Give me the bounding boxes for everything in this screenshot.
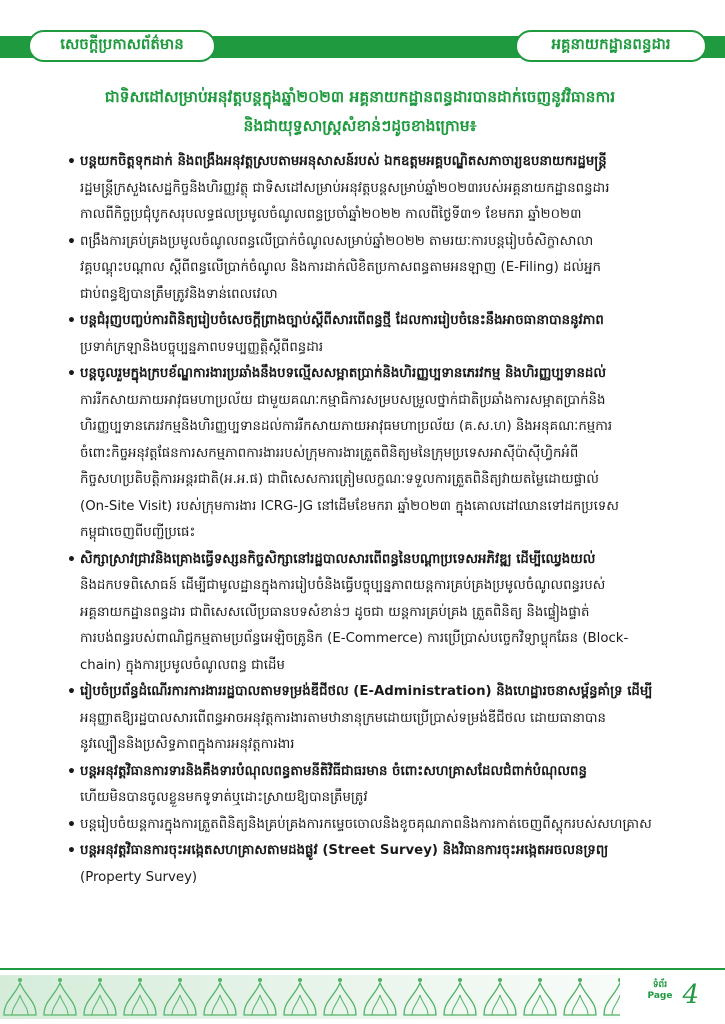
list-item-line: បន្តជំរុញបញ្ចប់ការពិនិត្យរៀបចំសេចក្តីព្រាងច្បាប់ស្តីពីសារពើពន្ធថ្មី ដែលការរៀបចំនេះនឹងអាចធានាបាននូវភាព <box>80 313 604 328</box>
footer-ornament <box>0 975 620 1019</box>
list-item-line: chain) ក្នុងការប្រមូលចំណូលពន្ធ ជាដើម <box>80 657 285 673</box>
page-label <box>643 980 677 1002</box>
list-item-line: រដ្ឋមន្ត្រីក្រសួងសេដ្ឋកិច្ចនិងហិរញ្ញវត្ថុ ជាទិសដៅសម្រាប់អនុវត្តបន្តសម្រាប់ឆ្នាំ២០២៣របស់អគ្គនាយកដ្ឋានពន្ធដារ <box>80 180 610 196</box>
list-item-line: សិក្សាស្រាវជ្រាវនិងគ្រោងធ្វើទស្សនកិច្ចសិក្សានៅរដ្ឋបាលសារពើពន្ធនៃបណ្តាប្រទេសអភិវឌ្ឍ ដើម្បីឈ្វេងយល់ <box>80 551 596 567</box>
page-label-en: Page <box>647 991 673 1001</box>
list-item <box>67 759 672 812</box>
list-item-line: (On-Site Visit) របស់ក្រុមការងារ ICRG-JG នៅដើមខែមករា ឆ្នាំ២០២៣ ក្នុងគោលដៅឈានទៅដកប្រទេស <box>80 498 619 514</box>
list-item-line: ការបង់ពន្ធរបស់ពាណិជ្ជកម្មតាមប្រព័ន្ធអេឡិចត្រូនិក (E-Commerce) ការប្រើប្រាស់បច្ចេកវិទ្យាប្លុកឆែន (Block- <box>80 631 629 646</box>
list-item-line: ការរីកសាយភាយអាវុធមហាប្រល័យ ជាមួយគណៈកម្មាធិការសម្របសម្រួលថ្នាក់ជាតិប្រឆាំងការសម្អាតប្រាក់និង <box>80 392 606 408</box>
list-item-line: បន្តអនុវត្តវិធានការចុះអង្កេតសហគ្រាសតាមដងផ្លូវ (Street Survey) និងវិធានការចុះអង្កេតអចលនទ្រព្យ <box>80 843 609 858</box>
list-item <box>67 838 672 891</box>
list-item-line: អនុញ្ញាតឱ្យរដ្ឋបាលសារពើពន្ធអាចអនុវត្តការងារតាមឋានានុក្រមដោយប្រើប្រាស់ទម្រង់ឌីជីថល ដោយធានាបាន <box>80 710 606 726</box>
page-number: 4 <box>682 980 699 1010</box>
list-item-line: បន្តចូលរួមក្នុងក្របខ័ណ្ឌការងារប្រឆាំងនឹងបទល្មើសសម្អាតប្រាក់និងហិរញ្ញប្បទានភេរវកម្ម និងហិរញ្ញប្បទានដល់ <box>80 366 606 381</box>
bullet-icon: • <box>67 551 76 568</box>
bullet-icon: • <box>67 684 76 700</box>
list-item-line: អគ្គនាយកដ្ឋានពន្ធដារ ជាពិសេសលើប្រធានបទសំខាន់ៗ ដូចជា យន្តការគ្រប់គ្រង ត្រួតពិនិត្យ និងផ្ទៀងផ្ទាត់ <box>80 604 590 620</box>
bullet-icon: • <box>67 154 76 170</box>
page-label-khmer: ទំព័រ <box>652 980 668 990</box>
list-item-line: ហិរញ្ញប្បទានភេរវកម្មនិងហិរញ្ញប្បទានដល់ការរីកសាយភាយអាវុធមហាប្រល័យ (គ.ស.ហ) និងអនុគណៈកម្មការ <box>80 419 613 434</box>
list-item <box>67 149 672 229</box>
list-item-line: និងដកបទពិសោធន៍ ដើម្បីជាមូលដ្ឋានក្នុងការរៀបចំនិងធ្វើបច្ចុប្បន្នភាពយន្តការគ្រប់គ្រងប្រមូលចំណូលពន្ធរបស់ <box>80 578 606 593</box>
section-heading <box>60 83 660 141</box>
list-item <box>67 547 672 680</box>
header-left-tab: សេចក្តីប្រកាសព័ត៌មាន <box>28 30 216 62</box>
list-item-line: រៀបចំប្រព័ន្ធដំណើរការការងាររដ្ឋបាលតាមទម្រង់ឌីជីថល (E-Administration) និងហេដ្ឋារចនាសម្ព័ន្ធគាំទ្រ ដើម្បី <box>80 684 653 699</box>
list-item-line: កាលពីកិច្ចប្រជុំបូកសរុបលទ្ធផលប្រមូលចំណូលពន្ធប្រចាំឆ្នាំ២០២២ កាលពីថ្ងៃទី៣១ ខែមករា ឆ្នាំ២០២៣ <box>80 207 582 222</box>
list-item-line: កិច្ចសហប្រតិបត្តិការអន្តរជាតិ(អ.អ.ផ) ជាពិសេសការត្រៀមលក្ខណៈទទួលការត្រួតពិនិត្យវាយតម្លៃដោយផ្ទាល់ <box>80 472 599 487</box>
bullet-list <box>67 149 672 891</box>
header-right-tab: អគ្គនាយកដ្ឋានពន្ធដារ <box>515 30 707 62</box>
bullet-icon: • <box>67 763 76 780</box>
bullet-icon: • <box>67 816 76 833</box>
list-item <box>67 361 672 547</box>
ornament-pattern-icon <box>0 975 620 1019</box>
list-item <box>67 679 672 759</box>
bullet-icon: • <box>67 313 76 329</box>
list-item-line: (Property Survey) <box>80 869 198 885</box>
list-item-line: ជាប់ពន្ធឱ្យបានត្រឹមត្រូវនិងទាន់ពេលវេលា <box>80 286 278 302</box>
list-item-line: បន្តរៀបចំយន្តការក្នុងការត្រួតពិនិត្យនិងគ្រប់គ្រងការកម្ទេចចោលនិងខូចគុណភាពនិងការកាត់ចេញពីស្តុករបស់សហគ្រាស <box>80 816 652 832</box>
list-item-line: វគ្គបណ្តុះបណ្តាល ស្តីពីពន្ធលើប្រាក់ចំណូល និងការដាក់លិខិតប្រកាសពន្ធតាមអនឡាញ (E-Filing) ដល់អ្នក <box>80 260 601 275</box>
list-item-line: ពង្រឹងការគ្រប់គ្រងប្រមូលចំណូលពន្ធលើប្រាក់ចំណូលសម្រាប់ឆ្នាំ២០២២ តាមរយៈការបន្តរៀបចំសិក្ខាសាលា <box>80 233 594 249</box>
list-item-line: ចំពោះកិច្ចអនុវត្តផែនការសកម្មភាពការងាររបស់ក្រុមការងារត្រួតពិនិត្យមនៃក្រុមប្រទេសអាស៊ីប៉ាស៊ីហ្វិកអំពី <box>80 445 579 461</box>
footer-rule <box>0 968 725 970</box>
bullet-icon: • <box>67 366 76 382</box>
list-item-line: ប្រទាក់ក្រឡានិងបច្ចុប្បន្នភាពបទប្បញ្ញត្តិស្តីពីពន្ធដារ <box>80 339 324 355</box>
list-item-line: កម្ពុជាចេញពីបញ្ជីប្រផេះ <box>80 525 196 540</box>
bullet-icon: • <box>67 233 76 250</box>
list-item-line: បន្តយកចិត្តទុកដាក់ និងពង្រឹងអនុវត្តស្របតាមអនុសាសន៍របស់ ឯកឧត្តមអគ្គបណ្ឌិតសភាចារ្យឧបនាយករដ្ឋមន្ត្រី <box>80 154 607 169</box>
list-item-line: បន្តអនុវត្តវិធានការទារនិងគឹងទារបំណុលពន្ធតាមនីតិវិធីជាធរមាន ចំពោះសហគ្រាសដែលជំពាក់បំណុលពន្ធ <box>80 763 587 779</box>
heading-line: និងជាយុទ្ធសាស្ត្រសំខាន់ៗដូចខាងក្រោម៖ <box>243 117 477 135</box>
bullet-icon: • <box>67 843 76 859</box>
heading-line: ជាទិសដៅសម្រាប់អនុវត្តបន្តក្នុងឆ្នាំ២០២៣ អគ្គនាយកដ្ឋានពន្ធដារបានដាក់ចេញនូវវិធានការ <box>104 88 616 106</box>
list-item <box>67 308 672 361</box>
list-item-line: ហើយមិនបានចូលខ្លួនមកទូទាត់ឬដោះស្រាយឱ្យបានត្រឹមត្រូវ <box>80 790 368 805</box>
list-item <box>67 812 672 839</box>
list-item <box>67 229 672 309</box>
list-item-line: នូវល្បឿននិងប្រសិទ្ធភាពក្នុងការអនុវត្តការងារ <box>80 737 295 752</box>
